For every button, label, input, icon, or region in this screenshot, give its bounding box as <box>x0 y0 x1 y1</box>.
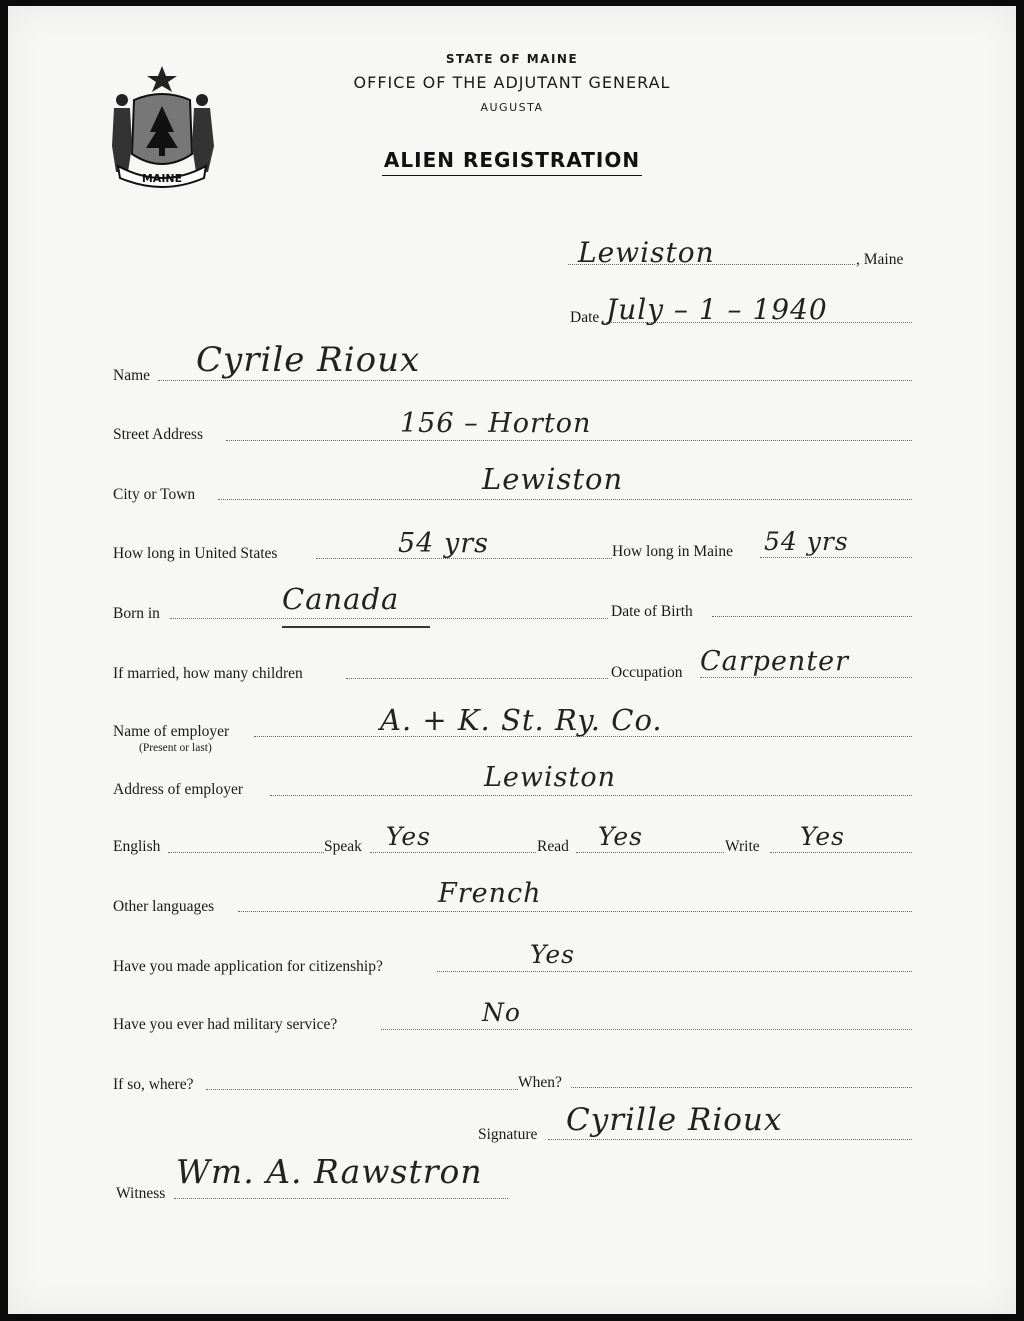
when-label: When? <box>518 1074 562 1091</box>
years-us-label: How long in United States <box>113 545 278 562</box>
witness-entry: Wm. A. Rawstron <box>176 1152 483 1191</box>
years-maine-line <box>760 557 912 558</box>
witness-line <box>174 1198 508 1199</box>
employer-sublabel: (Present or last) <box>139 742 212 754</box>
read-entry: Yes <box>598 822 643 851</box>
signature-label: Signature <box>478 1126 538 1143</box>
read-line <box>576 852 724 853</box>
name-label: Name <box>113 367 151 384</box>
city-heading: AUGUSTA <box>480 101 544 114</box>
children-label: If married, how many children <box>113 665 303 682</box>
form-page <box>8 6 1016 1314</box>
citizenship-label: Have you made application for citizenship? <box>113 958 383 975</box>
born-underline <box>282 626 430 628</box>
signature-line <box>548 1139 912 1140</box>
name-line <box>158 380 912 381</box>
speak-line <box>370 852 536 853</box>
military-line <box>381 1029 912 1030</box>
military-label: Have you ever had military service? <box>113 1016 338 1033</box>
form-title: ALIEN REGISTRATION <box>382 148 642 176</box>
signature-entry: Cyrille Rioux <box>566 1102 783 1138</box>
street-line <box>226 440 912 441</box>
other-languages-line <box>238 911 912 912</box>
office-heading: OFFICE OF THE ADJUTANT GENERAL <box>353 73 671 92</box>
date-label: Date <box>570 309 600 326</box>
employer-address-entry: Lewiston <box>484 762 617 793</box>
years-us-entry: 54 yrs <box>398 528 489 559</box>
children-line <box>346 678 608 679</box>
other-languages-label: Other languages <box>113 898 215 915</box>
city-label: City or Town <box>113 486 196 503</box>
employer-address-line <box>270 795 912 796</box>
other-languages-entry: French <box>438 878 542 909</box>
street-label: Street Address <box>113 426 203 443</box>
name-entry: Cyrile Rioux <box>196 340 421 380</box>
employer-label: Name of employer <box>113 723 230 740</box>
city-entry: Lewiston <box>482 462 624 496</box>
military-entry: No <box>482 998 521 1027</box>
street-entry: 156 – Horton <box>400 408 592 439</box>
occupation-line <box>700 677 912 678</box>
years-maine-label: How long in Maine <box>612 543 733 560</box>
occupation-label: Occupation <box>611 664 683 681</box>
born-entry: Canada <box>282 582 400 616</box>
speak-label: Speak <box>324 838 362 855</box>
english-label: English <box>113 838 161 855</box>
maine-suffix: , Maine <box>856 251 904 268</box>
born-label: Born in <box>113 605 160 622</box>
write-label: Write <box>725 838 760 855</box>
citizenship-line <box>437 971 912 972</box>
where-line <box>206 1089 518 1090</box>
dob-line <box>712 616 912 617</box>
occupation-entry: Carpenter <box>700 646 850 677</box>
dob-label: Date of Birth <box>611 603 693 620</box>
where-label: If so, where? <box>113 1076 194 1093</box>
date-entry: July – 1 – 1940 <box>606 293 828 326</box>
years-maine-entry: 54 yrs <box>764 527 849 556</box>
town-entry: Lewiston <box>578 236 715 269</box>
city-line <box>218 499 912 500</box>
employer-entry: A. + K. St. Ry. Co. <box>380 703 663 737</box>
employer-address-label: Address of employer <box>113 781 243 798</box>
when-line <box>571 1087 912 1088</box>
seal-banner-text: MAINE <box>141 172 183 185</box>
english-line <box>168 852 324 853</box>
state-heading: STATE OF MAINE <box>445 52 579 66</box>
write-entry: Yes <box>800 822 845 851</box>
speak-entry: Yes <box>386 822 431 851</box>
witness-label: Witness <box>116 1185 166 1202</box>
read-label: Read <box>537 838 569 855</box>
born-line <box>170 618 608 619</box>
form-title-wrap <box>0 148 1024 176</box>
citizenship-entry: Yes <box>530 940 575 969</box>
write-line <box>770 852 912 853</box>
